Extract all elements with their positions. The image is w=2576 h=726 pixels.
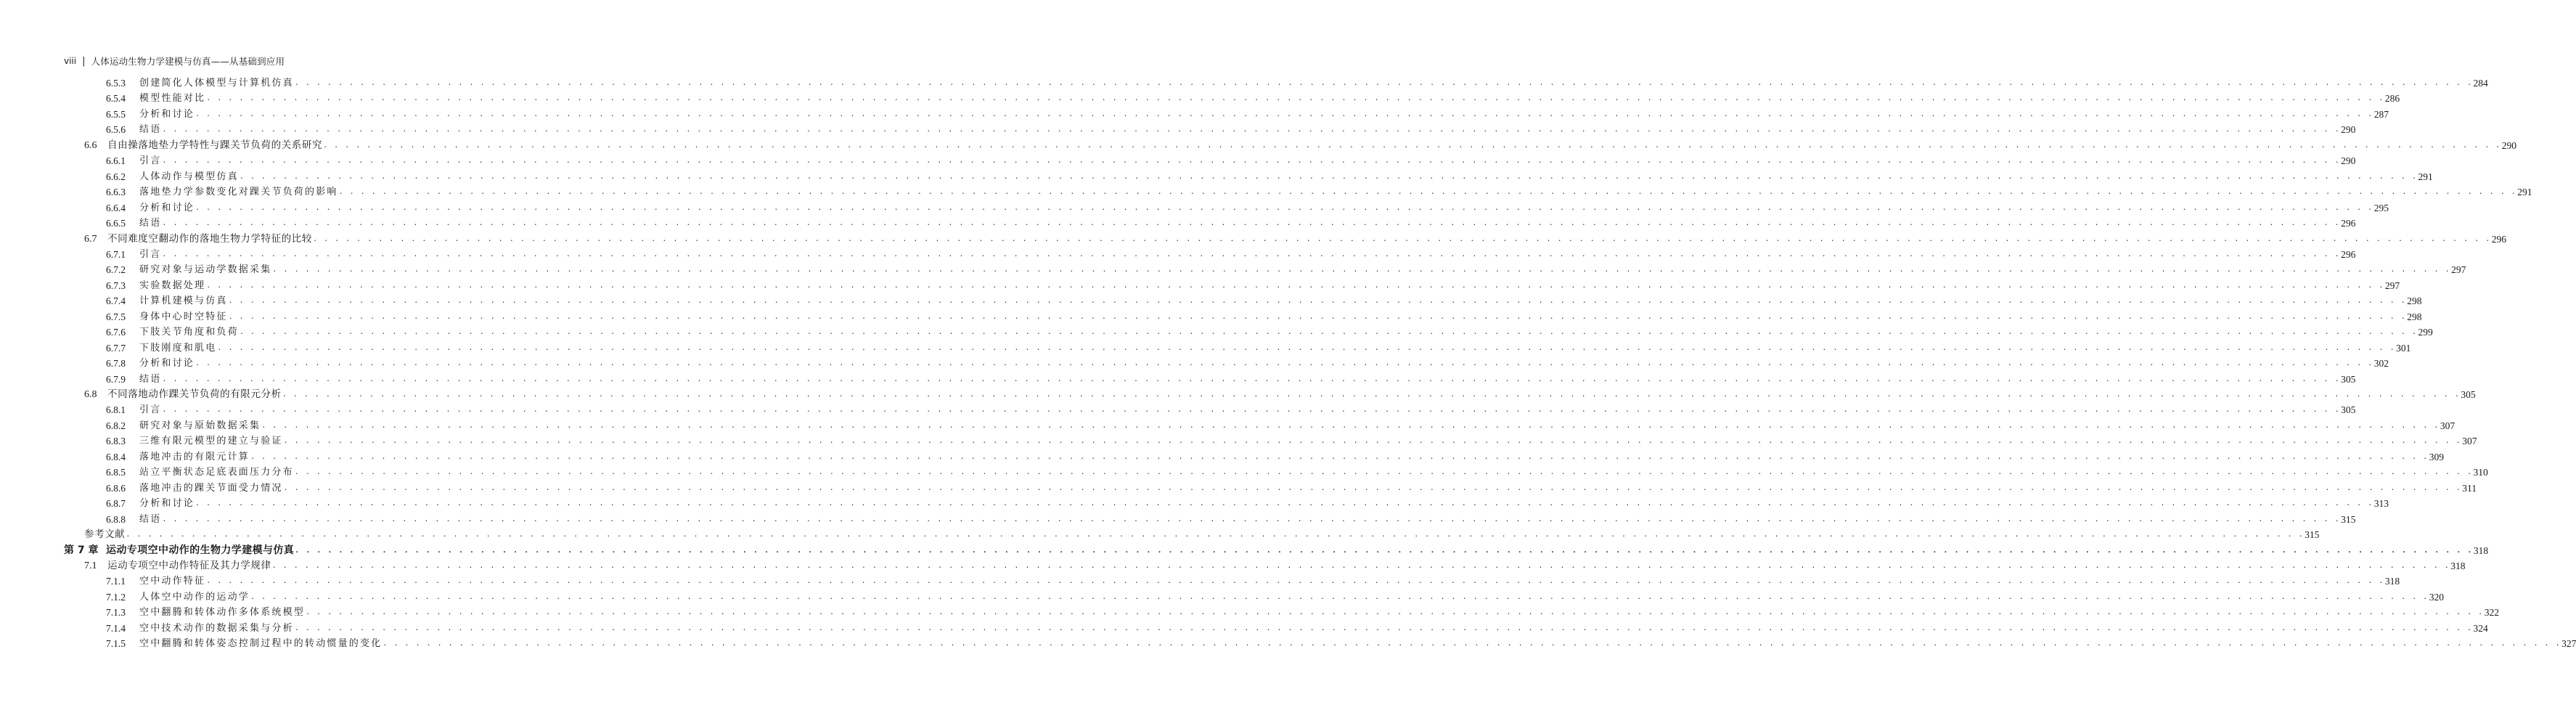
toc-subsection-entry[interactable]: [106, 325, 2433, 340]
toc-leader-dots: . . . . . . . . . . . . . . . . . . . . . . . . . . . . . . . . . . . . . . . . . . . . . . . . . . . . . . . . . . . . . . . . . . . . . . . . . . . . . . . . . . . . . . . . . . . . . . . . . . . . . . . . . . . . . . . . . . . . . . . . . . . . . . . . . . . . . . . . . . . . . . . . . . . . . . . . . . . . . . . . . . . . . . . . . . . . . . . . . . . . . . . . . . . . . . . . . . . . . . . .: [323, 141, 2501, 150]
toc-entry-number: 6.8.1: [106, 404, 126, 416]
toc-chapter-entry[interactable]: [64, 543, 2489, 558]
toc-page-number: 296: [2341, 248, 2356, 260]
toc-page-number: 307: [2462, 436, 2477, 447]
toc-entry-title: 引言: [139, 404, 162, 416]
toc-subsection-entry[interactable]: [106, 590, 2444, 605]
toc-entry-number: 7.1.4: [106, 622, 126, 634]
toc-leader-dots: . . . . . . . . . . . . . . . . . . . . . . . . . . . . . . . . . . . . . . . . . . . . . . . . . . . . . . . . . . . . . . . . . . . . . . . . . . . . . . . . . . . . . . . . . . . . . . . . . . . . . . . . . . . . . . . . . . . . . . . . . . . . . . . . . . . . . . . . . . . . . . . . . . . . . . . . . . . . . . . . . . . . . . . . . . . . . . . . . . . . . . . . . . . . . . . . . . . . . . . .: [294, 468, 2473, 477]
toc-entry-title: 引言: [139, 248, 162, 260]
toc-leader-dots: . . . . . . . . . . . . . . . . . . . . . . . . . . . . . . . . . . . . . . . . . . . . . . . . . . . . . . . . . . . . . . . . . . . . . . . . . . . . . . . . . . . . . . . . . . . . . . . . . . . . . . . . . . . . . . . . . . . . . . . . . . . . . . . . . . . . . . . . . . . . . . . . . . . . . . . . . . . . . . . . . . . . . . . . . . . . . . . . . . . . . . . . . . . . . . . . . . . . . . . .: [162, 157, 2341, 166]
toc-page-number: 311: [2462, 482, 2477, 494]
toc-section-entry[interactable]: [84, 138, 2517, 153]
toc-leader-dots: . . . . . . . . . . . . . . . . . . . . . . . . . . . . . . . . . . . . . . . . . . . . . . . . . . . . . . . . . . . . . . . . . . . . . . . . . . . . . . . . . . . . . . . . . . . . . . . . . . . . . . . . . . . . . . . . . . . . . . . . . . . . . . . . . . . . . . . . . . . . . . . . . . . . . . . . . . . . . . . . . . . . . . . . . . . . . . . . . . . . . . . . . . . . . . . . . . . . . . . .: [313, 234, 2491, 243]
toc-leader-dots: . . . . . . . . . . . . . . . . . . . . . . . . . . . . . . . . . . . . . . . . . . . . . . . . . . . . . . . . . . . . . . . . . . . . . . . . . . . . . . . . . . . . . . . . . . . . . . . . . . . . . . . . . . . . . . . . . . . . . . . . . . . . . . . . . . . . . . . . . . . . . . . . . . . . . . . . . . . . . . . . . . . . . . . . . . . . . . . . . . . . . . . . . . . . . . . . . . . . . . . .: [271, 561, 2450, 570]
toc-entry-number: 6.8.5: [106, 467, 126, 478]
toc-page-number: 286: [2384, 93, 2400, 105]
toc-entry-number: 6.5.3: [106, 78, 126, 89]
toc-leader-dots: . . . . . . . . . . . . . . . . . . . . . . . . . . . . . . . . . . . . . . . . . . . . . . . . . . . . . . . . . . . . . . . . . . . . . . . . . . . . . . . . . . . . . . . . . . . . . . . . . . . . . . . . . . . . . . . . . . . . . . . . . . . . . . . . . . . . . . . . . . . . . . . . . . . . . . . . . . . . . . . . . . . . . . . . . . . . . . . . . . . . . . . . . . . . . . . . . . . . . . . .: [228, 312, 2407, 321]
toc-subsection-entry[interactable]: [106, 76, 2488, 91]
toc-page-number: 297: [2451, 264, 2466, 276]
toc-entry-number: 7.1.1: [106, 576, 126, 587]
toc-page-number: 305: [2341, 404, 2356, 416]
toc-leader-dots: . . . . . . . . . . . . . . . . . . . . . . . . . . . . . . . . . . . . . . . . . . . . . . . . . . . . . . . . . . . . . . . . . . . . . . . . . . . . . . . . . . . . . . . . . . . . . . . . . . . . . . . . . . . . . . . . . . . . . . . . . . . . . . . . . . . . . . . . . . . . . . . . . . . . . . . . . . . . . . . . . . . . . . . . . . . . . . . . . . . . . . . . . . . . . . . . . . . . . . . .: [162, 406, 2341, 415]
toc-leader-dots: . . . . . . . . . . . . . . . . . . . . . . . . . . . . . . . . . . . . . . . . . . . . . . . . . . . . . . . . . . . . . . . . . . . . . . . . . . . . . . . . . . . . . . . . . . . . . . . . . . . . . . . . . . . . . . . . . . . . . . . . . . . . . . . . . . . . . . . . . . . . . . . . . . . . . . . . . . . . . . . . . . . . . . . . . . . . . . . . . . . . . . . . . . . . . . . . . . . . . . . .: [383, 640, 2561, 648]
toc-page-number: 299: [2418, 327, 2433, 338]
toc-entry-number: 7.1.5: [106, 638, 126, 650]
toc-entry-number: 6.8.2: [106, 420, 126, 431]
toc-leader-dots: . . . . . . . . . . . . . . . . . . . . . . . . . . . . . . . . . . . . . . . . . . . . . . . . . . . . . . . . . . . . . . . . . . . . . . . . . . . . . . . . . . . . . . . . . . . . . . . . . . . . . . . . . . . . . . . . . . . . . . . . . . . . . . . . . . . . . . . . . . . . . . . . . . . . . . . . . . . . . . . . . . . . . . . . . . . . . . . . . . . . . . . . . . . . . . . . . . . . . . . .: [306, 608, 2484, 617]
toc-entry-title: 分析和讨论: [139, 202, 195, 213]
page-number: viii: [64, 56, 77, 66]
toc-subsection-entry[interactable]: [106, 91, 2400, 106]
toc-entry-number: 7.1.3: [106, 607, 126, 619]
toc-entry-number: 6.7.3: [106, 280, 126, 291]
toc-subsection-entry[interactable]: [106, 340, 2411, 356]
toc-entry-title: 计算机建模与仿真: [139, 295, 228, 307]
toc-entry-title: 空中翻腾和转体动作多体系统模型: [139, 607, 306, 619]
toc-entry-number: 6.7: [84, 233, 97, 245]
toc-leader-dots: . . . . . . . . . . . . . . . . . . . . . . . . . . . . . . . . . . . . . . . . . . . . . . . . . . . . . . . . . . . . . . . . . . . . . . . . . . . . . . . . . . . . . . . . . . . . . . . . . . . . . . . . . . . . . . . . . . . . . . . . . . . . . . . . . . . . . . . . . . . . . . . . . . . . . . . . . . . . . . . . . . . . . . . . . . . . . . . . . . . . . . . . . . . . . . . . . . . . . . . .: [195, 203, 2373, 212]
toc-entry-number: 6.6.2: [106, 171, 126, 182]
toc-entry-number: 6.7.5: [106, 311, 126, 322]
toc-entry-title: 人体动作与模型仿真: [139, 171, 239, 182]
toc-leader-dots: . . . . . . . . . . . . . . . . . . . . . . . . . . . . . . . . . . . . . . . . . . . . . . . . . . . . . . . . . . . . . . . . . . . . . . . . . . . . . . . . . . . . . . . . . . . . . . . . . . . . . . . . . . . . . . . . . . . . . . . . . . . . . . . . . . . . . . . . . . . . . . . . . . . . . . . . . . . . . . . . . . . . . . . . . . . . . . . . . . . . . . . . . . . . . . . . . . . . . . . .: [261, 421, 2440, 430]
toc-subsection-entry[interactable]: [106, 293, 2422, 309]
toc-subsection-entry[interactable]: [106, 278, 2400, 293]
toc-entry-number: 6.8.4: [106, 451, 126, 462]
toc-page-number: 295: [2373, 202, 2389, 213]
toc-subsection-entry[interactable]: [106, 418, 2456, 433]
toc-leader-dots: . . . . . . . . . . . . . . . . . . . . . . . . . . . . . . . . . . . . . . . . . . . . . . . . . . . . . . . . . . . . . . . . . . . . . . . . . . . . . . . . . . . . . . . . . . . . . . . . . . . . . . . . . . . . . . . . . . . . . . . . . . . . . . . . . . . . . . . . . . . . . . . . . . . . . . . . . . . . . . . . . . . . . . . . . . . . . . . . . . . . . . . . . . . . . . . . . . . . . . . .: [239, 172, 2418, 181]
toc-entry-title: 创建简化人体模型与计算机仿真: [139, 78, 294, 89]
toc-entry-title: 分析和讨论: [139, 108, 195, 120]
toc-leader-dots: . . . . . . . . . . . . . . . . . . . . . . . . . . . . . . . . . . . . . . . . . . . . . . . . . . . . . . . . . . . . . . . . . . . . . . . . . . . . . . . . . . . . . . . . . . . . . . . . . . . . . . . . . . . . . . . . . . . . . . . . . . . . . . . . . . . . . . . . . . . . . . . . . . . . . . . . . . . . . . . . . . . . . . . . . . . . . . . . . . . . . . . . . . . . . . . . . . . . . . . .: [228, 297, 2407, 306]
toc-entry-title: 不同难度空翻动作的落地生物力学特征的比较: [107, 232, 312, 245]
toc-references-entry[interactable]: [84, 527, 2320, 542]
toc-leader-dots: . . . . . . . . . . . . . . . . . . . . . . . . . . . . . . . . . . . . . . . . . . . . . . . . . . . . . . . . . . . . . . . . . . . . . . . . . . . . . . . . . . . . . . . . . . . . . . . . . . . . . . . . . . . . . . . . . . . . . . . . . . . . . . . . . . . . . . . . . . . . . . . . . . . . . . . . . . . . . . . . . . . . . . . . . . . . . . . . . . . . . . . . . . . . . . . . . . . . . . . .: [206, 577, 2384, 586]
toc-leader-dots: . . . . . . . . . . . . . . . . . . . . . . . . . . . . . . . . . . . . . . . . . . . . . . . . . . . . . . . . . . . . . . . . . . . . . . . . . . . . . . . . . . . . . . . . . . . . . . . . . . . . . . . . . . . . . . . . . . . . . . . . . . . . . . . . . . . . . . . . . . . . . . . . . . . . . . . . . . . . . . . . . . . . . . . . . . . . . . . . . . . . . . . . . . . . . . . . . . . . . . . .: [206, 94, 2384, 103]
toc-page-number: 318: [2473, 544, 2489, 556]
toc-leader-dots: . . . . . . . . . . . . . . . . . . . . . . . . . . . . . . . . . . . . . . . . . . . . . . . . . . . . . . . . . . . . . . . . . . . . . . . . . . . . . . . . . . . . . . . . . . . . . . . . . . . . . . . . . . . . . . . . . . . . . . . . . . . . . . . . . . . . . . . . . . . . . . . . . . . . . . . . . . . . . . . . . . . . . . . . . . . . . . . . . . . . . . . . . . . . . . . . . . . . . . . .: [250, 592, 2429, 601]
toc-entry-title: 研究对象与运动学数据采集: [139, 264, 272, 276]
toc-entry-number: 6.6.3: [106, 187, 126, 198]
toc-entry-number: 6.5.4: [106, 93, 126, 105]
toc-page-number: 290: [2341, 155, 2356, 167]
toc-leader-dots: . . . . . . . . . . . . . . . . . . . . . . . . . . . . . . . . . . . . . . . . . . . . . . . . . . . . . . . . . . . . . . . . . . . . . . . . . . . . . . . . . . . . . . . . . . . . . . . . . . . . . . . . . . . . . . . . . . . . . . . . . . . . . . . . . . . . . . . . . . . . . . . . . . . . . . . . . . . . . . . . . . . . . . . . . . . . . . . . . . . . . . . . . . . . . . . . . . . . . . . .: [294, 624, 2473, 632]
toc-entry-number: 6.8.6: [106, 482, 126, 494]
toc-subsection-entry[interactable]: [106, 574, 2400, 589]
toc-subsection-entry[interactable]: [106, 433, 2477, 449]
toc-page-number: 305: [2461, 389, 2476, 400]
toc-page-number: 298: [2407, 295, 2422, 307]
toc-entry-number: 6.6.4: [106, 202, 126, 213]
toc-leader-dots: . . . . . . . . . . . . . . . . . . . . . . . . . . . . . . . . . . . . . . . . . . . . . . . . . . . . . . . . . . . . . . . . . . . . . . . . . . . . . . . . . . . . . . . . . . . . . . . . . . . . . . . . . . . . . . . . . . . . . . . . . . . . . . . . . . . . . . . . . . . . . . . . . . . . . . . . . . . . . . . . . . . . . . . . . . . . . . . . . . . . . . . . . . . . . . . . . . . . . . . .: [162, 375, 2341, 383]
toc-subsection-entry[interactable]: [106, 262, 2466, 277]
toc-page-number: 322: [2484, 607, 2499, 619]
toc-leader-dots: . . . . . . . . . . . . . . . . . . . . . . . . . . . . . . . . . . . . . . . . . . . . . . . . . . . . . . . . . . . . . . . . . . . . . . . . . . . . . . . . . . . . . . . . . . . . . . . . . . . . . . . . . . . . . . . . . . . . . . . . . . . . . . . . . . . . . . . . . . . . . . . . . . . . . . . . . . . . . . . . . . . . . . . . . . . . . . . . . . . . . . . . . . . . . . . . . . . . . . . .: [250, 452, 2429, 461]
toc-leader-dots: . . . . . . . . . . . . . . . . . . . . . . . . . . . . . . . . . . . . . . . . . . . . . . . . . . . . . . . . . . . . . . . . . . . . . . . . . . . . . . . . . . . . . . . . . . . . . . . . . . . . . . . . . . . . . . . . . . . . . . . . . . . . . . . . . . . . . . . . . . . . . . . . . . . . . . . . . . . . . . . . . . . . . . . . . . . . . . . . . . . . . . . . . . . . . . . . . . . . . . . .: [162, 515, 2341, 523]
toc-leader-dots: . . . . . . . . . . . . . . . . . . . . . . . . . . . . . . . . . . . . . . . . . . . . . . . . . . . . . . . . . . . . . . . . . . . . . . . . . . . . . . . . . . . . . . . . . . . . . . . . . . . . . . . . . . . . . . . . . . . . . . . . . . . . . . . . . . . . . . . . . . . . . . . . . . . . . . . . . . . . . . . . . . . . . . . . . . . . . . . . . . . . . . . . . . . . . . . . . . . . . . . .: [126, 531, 2305, 539]
toc-page-number: 291: [2418, 171, 2433, 182]
toc-page-number: 296: [2491, 233, 2506, 245]
toc-page-number: 318: [2450, 560, 2466, 571]
toc-subsection-entry[interactable]: [106, 636, 2576, 651]
toc-entry-number: 6.6: [84, 139, 97, 151]
toc-entry-title: 结语: [139, 373, 162, 385]
toc-page-number: 301: [2396, 342, 2411, 354]
toc-entry-number: 6.7.2: [106, 264, 126, 276]
toc-page-number: 291: [2517, 187, 2532, 198]
running-header: [64, 54, 285, 68]
toc-entry-title: 结语: [139, 513, 162, 525]
toc-entry-title: 运动专项空中动作特征及其力学规律: [107, 559, 271, 571]
toc-leader-dots: . . . . . . . . . . . . . . . . . . . . . . . . . . . . . . . . . . . . . . . . . . . . . . . . . . . . . . . . . . . . . . . . . . . . . . . . . . . . . . . . . . . . . . . . . . . . . . . . . . . . . . . . . . . . . . . . . . . . . . . . . . . . . . . . . . . . . . . . . . . . . . . . . . . . . . . . . . . . . . . . . . . . . . . . . . . . . . . . . . . . . . . . . . . . . . . . . . . . . . . .: [239, 328, 2418, 337]
toc-leader-dots: . . . . . . . . . . . . . . . . . . . . . . . . . . . . . . . . . . . . . . . . . . . . . . . . . . . . . . . . . . . . . . . . . . . . . . . . . . . . . . . . . . . . . . . . . . . . . . . . . . . . . . . . . . . . . . . . . . . . . . . . . . . . . . . . . . . . . . . . . . . . . . . . . . . . . . . . . . . . . . . . . . . . . . . . . . . . . . . . . . . . . . . . . . . . . . . . . . . . . . . .: [195, 110, 2373, 118]
toc-page-number: 315: [2341, 513, 2356, 525]
toc-entry-title: 三维有限元模型的建立与验证: [139, 436, 283, 447]
toc-subsection-entry[interactable]: [106, 449, 2444, 465]
toc-subsection-entry[interactable]: [106, 465, 2488, 480]
toc-entry-title: 分析和讨论: [139, 498, 195, 510]
toc-leader-dots: . . . . . . . . . . . . . . . . . . . . . . . . . . . . . . . . . . . . . . . . . . . . . . . . . . . . . . . . . . . . . . . . . . . . . . . . . . . . . . . . . . . . . . . . . . . . . . . . . . . . . . . . . . . . . . . . . . . . . . . . . . . . . . . . . . . . . . . . . . . . . . . . . . . . . . . . . . . . . . . . . . . . . . . . . . . . . . . . . . . . . . . . . . . . . . . . . . . . . . . .: [195, 359, 2373, 368]
toc-entry-title: 参考文献: [84, 529, 126, 541]
toc-subsection-entry[interactable]: [106, 153, 2356, 168]
toc-subsection-entry[interactable]: [106, 184, 2532, 200]
toc-page-number: 318: [2384, 576, 2400, 587]
toc-entry-number: 7.1.2: [106, 591, 126, 603]
toc-entry-title: 不同落地动作踝关节负荷的有限元分析: [107, 388, 282, 400]
toc-entry-number: 6.7.8: [106, 358, 126, 370]
toc-leader-dots: . . . . . . . . . . . . . . . . . . . . . . . . . . . . . . . . . . . . . . . . . . . . . . . . . . . . . . . . . . . . . . . . . . . . . . . . . . . . . . . . . . . . . . . . . . . . . . . . . . . . . . . . . . . . . . . . . . . . . . . . . . . . . . . . . . . . . . . . . . . . . . . . . . . . . . . . . . . . . . . . . . . . . . . . . . . . . . . . . . . . . . . . . . . . . . . . . . . . . . . .: [195, 499, 2373, 508]
toc-entry-title: 分析和讨论: [139, 358, 195, 370]
toc-entry-title: 研究对象与原始数据采集: [139, 420, 261, 431]
toc-page-number: 287: [2373, 108, 2389, 120]
toc-subsection-entry[interactable]: [106, 216, 2356, 231]
header-separator: |: [82, 55, 86, 67]
toc-entry-number: 6.8: [84, 389, 97, 400]
toc-entry-title: 人体空中动作的运动学: [139, 591, 250, 603]
toc-section-entry[interactable]: [84, 558, 2466, 574]
toc-entry-title: 引言: [139, 155, 162, 167]
toc-entry-title: 站立平衡状态足底表面压力分布: [139, 467, 294, 478]
toc-entry-number: 6.7.7: [106, 342, 126, 354]
toc-page-number: 315: [2305, 529, 2320, 541]
toc-page-number: 297: [2384, 280, 2400, 291]
toc-subsection-entry[interactable]: [106, 247, 2356, 262]
toc-page-number: 307: [2440, 420, 2456, 431]
toc-leader-dots: . . . . . . . . . . . . . . . . . . . . . . . . . . . . . . . . . . . . . . . . . . . . . . . . . . . . . . . . . . . . . . . . . . . . . . . . . . . . . . . . . . . . . . . . . . . . . . . . . . . . . . . . . . . . . . . . . . . . . . . . . . . . . . . . . . . . . . . . . . . . . . . . . . . . . . . . . . . . . . . . . . . . . . . . . . . . . . . . . . . . . . . . . . . . . . . . . . . . . . . .: [283, 437, 2462, 446]
toc-entry-number: 6.8.7: [106, 498, 126, 510]
toc-subsection-entry[interactable]: [106, 512, 2356, 527]
toc-leader-dots: . . . . . . . . . . . . . . . . . . . . . . . . . . . . . . . . . . . . . . . . . . . . . . . . . . . . . . . . . . . . . . . . . . . . . . . . . . . . . . . . . . . . . . . . . . . . . . . . . . . . . . . . . . . . . . . . . . . . . . . . . . . . . . . . . . . . . . . . . . . . . . . . . . . . . . . . . . . . . . . . . . . . . . . . . . . . . . . . . . . . . . . . . . . . . . . . . . . . . . . .: [338, 188, 2517, 197]
toc-entry-number: 6.7.6: [106, 327, 126, 338]
toc-section-entry[interactable]: [84, 387, 2476, 402]
toc-subsection-entry[interactable]: [106, 605, 2499, 620]
toc-subsection-entry[interactable]: [106, 496, 2389, 511]
toc-entry-title: 下肢刚度和肌电: [139, 342, 217, 354]
toc-entry-number: 6.8.8: [106, 513, 126, 525]
toc-subsection-entry[interactable]: [106, 356, 2389, 371]
toc-subsection-entry[interactable]: [106, 200, 2389, 216]
toc-leader-dots: . . . . . . . . . . . . . . . . . . . . . . . . . . . . . . . . . . . . . . . . . . . . . . . . . . . . . . . . . . . . . . . . . . . . . . . . . . . . . . . . . . . . . . . . . . . . . . . . . . . . . . . . . . . . . . . . . . . . . . . . . . . . . . . . . . . . . . . . . . . . . . . . . . . . . . . . . . . . . . . . . . . . . . . . . . . . . . . . . . . . . . . . . . . . . . . . . . . . . . . .: [295, 546, 2473, 555]
toc-entry-title: 结语: [139, 218, 162, 229]
toc-entry-number: 6.5.6: [106, 124, 126, 136]
toc-entry-number: 6.6.1: [106, 155, 126, 167]
toc-entry-title: 空中翻腾和转体姿态控制过程中的转动惯量的变化: [139, 638, 383, 650]
toc-page-number: 284: [2473, 78, 2488, 89]
toc-entry-number: 6.7.4: [106, 295, 126, 307]
toc-entry-number: 6.6.5: [106, 218, 126, 229]
toc-page-number: 290: [2501, 139, 2517, 151]
toc-subsection-entry[interactable]: [106, 481, 2477, 496]
toc-page-number: 310: [2473, 467, 2488, 478]
toc-entry-number: 7.1: [84, 560, 97, 571]
toc-leader-dots: . . . . . . . . . . . . . . . . . . . . . . . . . . . . . . . . . . . . . . . . . . . . . . . . . . . . . . . . . . . . . . . . . . . . . . . . . . . . . . . . . . . . . . . . . . . . . . . . . . . . . . . . . . . . . . . . . . . . . . . . . . . . . . . . . . . . . . . . . . . . . . . . . . . . . . . . . . . . . . . . . . . . . . . . . . . . . . . . . . . . . . . . . . . . . . . . . . . . . . . .: [162, 250, 2341, 258]
toc-entry-title: 落地冲击的踝关节面受力情况: [139, 482, 283, 494]
toc-entry-number: 6.8.3: [106, 436, 126, 447]
toc-entry-title: 落地垫力学参数变化对踝关节负荷的影响: [139, 187, 338, 198]
toc-page-number: 309: [2429, 451, 2444, 462]
toc-leader-dots: . . . . . . . . . . . . . . . . . . . . . . . . . . . . . . . . . . . . . . . . . . . . . . . . . . . . . . . . . . . . . . . . . . . . . . . . . . . . . . . . . . . . . . . . . . . . . . . . . . . . . . . . . . . . . . . . . . . . . . . . . . . . . . . . . . . . . . . . . . . . . . . . . . . . . . . . . . . . . . . . . . . . . . . . . . . . . . . . . . . . . . . . . . . . . . . . . . . . . . . .: [162, 126, 2341, 134]
toc-subsection-entry[interactable]: [106, 372, 2356, 387]
toc-entry-title: 模型性能对比: [139, 93, 206, 105]
toc-entry-number: 第 7 章: [64, 544, 99, 556]
toc-leader-dots: . . . . . . . . . . . . . . . . . . . . . . . . . . . . . . . . . . . . . . . . . . . . . . . . . . . . . . . . . . . . . . . . . . . . . . . . . . . . . . . . . . . . . . . . . . . . . . . . . . . . . . . . . . . . . . . . . . . . . . . . . . . . . . . . . . . . . . . . . . . . . . . . . . . . . . . . . . . . . . . . . . . . . . . . . . . . . . . . . . . . . . . . . . . . . . . . . . . . . . . .: [206, 281, 2384, 290]
toc-subsection-entry[interactable]: [106, 107, 2389, 122]
toc-entry-title: 自由操落地垫力学特性与踝关节负荷的关系研究: [107, 139, 323, 151]
toc-page-number: 313: [2373, 498, 2389, 510]
toc-page-number: 296: [2341, 218, 2356, 229]
toc-subsection-entry[interactable]: [106, 309, 2422, 325]
toc-subsection-entry[interactable]: [106, 169, 2433, 184]
toc-entry-title: 身体中心时空特征: [139, 311, 228, 322]
toc-leader-dots: . . . . . . . . . . . . . . . . . . . . . . . . . . . . . . . . . . . . . . . . . . . . . . . . . . . . . . . . . . . . . . . . . . . . . . . . . . . . . . . . . . . . . . . . . . . . . . . . . . . . . . . . . . . . . . . . . . . . . . . . . . . . . . . . . . . . . . . . . . . . . . . . . . . . . . . . . . . . . . . . . . . . . . . . . . . . . . . . . . . . . . . . . . . . . . . . . . . . . . . .: [294, 79, 2473, 87]
toc-entry-number: 6.7.1: [106, 248, 126, 260]
toc-entry-title: 落地冲击的有限元计算: [139, 451, 250, 462]
toc-entry-title: 空中动作特征: [139, 576, 206, 587]
toc-entry-title: 运动专项空中动作的生物力学建模与仿真: [106, 544, 295, 556]
toc-page-number: 327: [2561, 638, 2576, 650]
toc-subsection-entry[interactable]: [106, 621, 2488, 636]
toc-leader-dots: . . . . . . . . . . . . . . . . . . . . . . . . . . . . . . . . . . . . . . . . . . . . . . . . . . . . . . . . . . . . . . . . . . . . . . . . . . . . . . . . . . . . . . . . . . . . . . . . . . . . . . . . . . . . . . . . . . . . . . . . . . . . . . . . . . . . . . . . . . . . . . . . . . . . . . . . . . . . . . . . . . . . . . . . . . . . . . . . . . . . . . . . . . . . . . . . . . . . . . . .: [282, 391, 2461, 399]
toc-leader-dots: . . . . . . . . . . . . . . . . . . . . . . . . . . . . . . . . . . . . . . . . . . . . . . . . . . . . . . . . . . . . . . . . . . . . . . . . . . . . . . . . . . . . . . . . . . . . . . . . . . . . . . . . . . . . . . . . . . . . . . . . . . . . . . . . . . . . . . . . . . . . . . . . . . . . . . . . . . . . . . . . . . . . . . . . . . . . . . . . . . . . . . . . . . . . . . . . . . . . . . . .: [217, 343, 2396, 352]
toc-entry-title: 空中技术动作的数据采集与分析: [139, 622, 294, 634]
book-title: 人体运动生物力学建模与仿真——从基础到应用: [91, 56, 285, 67]
toc-leader-dots: . . . . . . . . . . . . . . . . . . . . . . . . . . . . . . . . . . . . . . . . . . . . . . . . . . . . . . . . . . . . . . . . . . . . . . . . . . . . . . . . . . . . . . . . . . . . . . . . . . . . . . . . . . . . . . . . . . . . . . . . . . . . . . . . . . . . . . . . . . . . . . . . . . . . . . . . . . . . . . . . . . . . . . . . . . . . . . . . . . . . . . . . . . . . . . . . . . . . . . . .: [162, 219, 2341, 228]
toc-entry-title: 结语: [139, 124, 162, 136]
toc-page-number: 324: [2473, 622, 2488, 634]
toc-subsection-entry[interactable]: [106, 122, 2356, 137]
toc-leader-dots: . . . . . . . . . . . . . . . . . . . . . . . . . . . . . . . . . . . . . . . . . . . . . . . . . . . . . . . . . . . . . . . . . . . . . . . . . . . . . . . . . . . . . . . . . . . . . . . . . . . . . . . . . . . . . . . . . . . . . . . . . . . . . . . . . . . . . . . . . . . . . . . . . . . . . . . . . . . . . . . . . . . . . . . . . . . . . . . . . . . . . . . . . . . . . . . . . . . . . . . .: [272, 266, 2451, 274]
toc-page-number: 302: [2373, 358, 2389, 370]
toc-section-entry[interactable]: [84, 232, 2506, 247]
toc-page-number: 305: [2341, 373, 2356, 385]
toc-entry-title: 下肢关节角度和负荷: [139, 327, 239, 338]
toc-subsection-entry[interactable]: [106, 402, 2356, 417]
toc-leader-dots: . . . . . . . . . . . . . . . . . . . . . . . . . . . . . . . . . . . . . . . . . . . . . . . . . . . . . . . . . . . . . . . . . . . . . . . . . . . . . . . . . . . . . . . . . . . . . . . . . . . . . . . . . . . . . . . . . . . . . . . . . . . . . . . . . . . . . . . . . . . . . . . . . . . . . . . . . . . . . . . . . . . . . . . . . . . . . . . . . . . . . . . . . . . . . . . . . . . . . . . .: [283, 484, 2462, 492]
toc-page-number: 320: [2429, 591, 2444, 603]
toc-entry-number: 6.5.5: [106, 108, 126, 120]
toc-entry-title: 实验数据处理: [139, 280, 206, 291]
toc-page-number: 298: [2407, 311, 2422, 322]
toc-entry-number: 6.7.9: [106, 373, 126, 385]
toc-page-number: 290: [2341, 124, 2356, 136]
